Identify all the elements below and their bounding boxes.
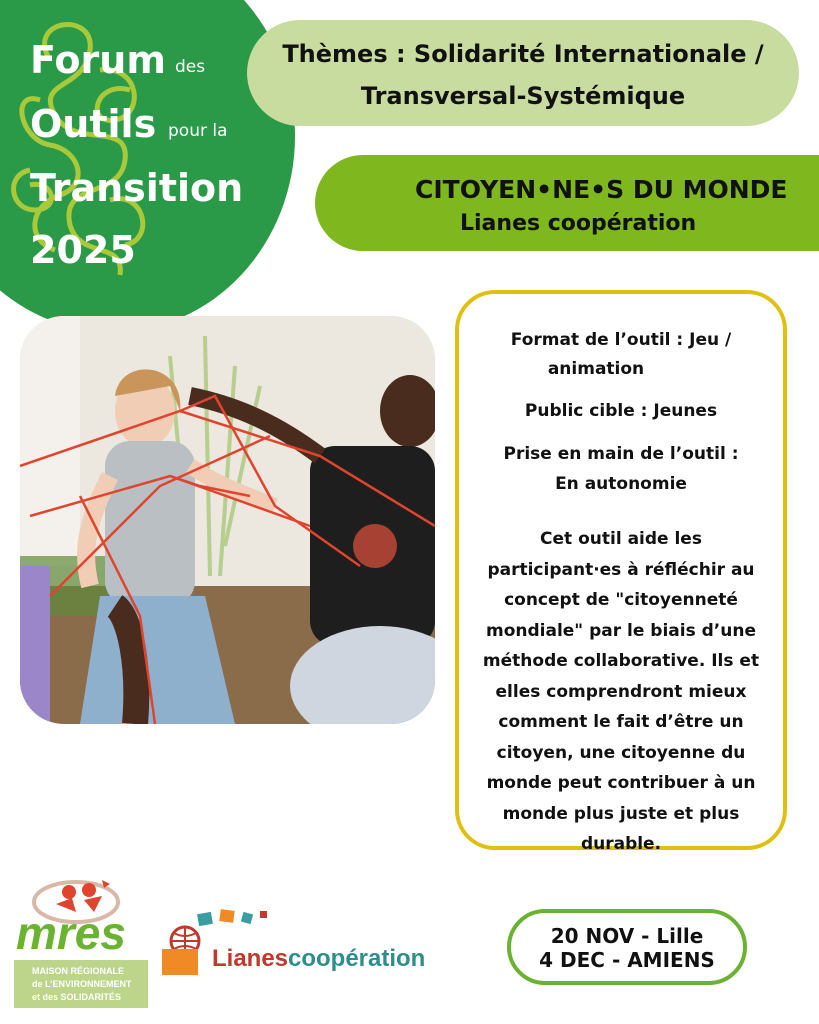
forum-word-outils: Outils <box>30 102 157 146</box>
lianes-cooperation-logo <box>160 905 426 985</box>
tool-description: Cet outil aide les participant·es à réfléchir au concept de "citoyenneté mondiale" par le biais d’une méthode collaborative. Ils et elles comprendront mieux comment le fait d’être un citoyen, une citoyenne du monde peut contribuer à un monde plus juste et plus durable. <box>482 529 760 854</box>
mres-line-2: de L’ENVIRONNEMENT <box>32 979 132 989</box>
format-line-2: animation <box>547 359 645 379</box>
date-amiens: 4 DEC - AMIENS <box>539 948 715 972</box>
photo-illustration <box>20 316 435 724</box>
mres-line-3: et des SOLIDARITÉS <box>32 992 122 1002</box>
tool-info-box <box>455 290 787 854</box>
activity-photo <box>20 316 435 724</box>
mres-logo <box>14 872 152 1012</box>
forum-word-pour-la: pour la <box>168 121 228 141</box>
date-lille: 20 NOV - Lille <box>550 924 704 948</box>
themes-line-2: Transversal-Systémique <box>360 82 686 110</box>
forum-word-transition: Transition <box>30 166 244 210</box>
event-dates-box <box>507 909 747 985</box>
public-cible: Public cible : Jeunes <box>524 401 718 421</box>
themes-line-1: Thèmes : Solidarité Internationale / <box>282 40 764 68</box>
mres-wordmark: mres <box>16 907 126 959</box>
tool-title: CITOYEN•NE•S DU MONDE <box>415 175 788 204</box>
mres-line-1: MAISON RÉGIONALE <box>32 966 125 976</box>
tool-title-banner <box>315 155 819 251</box>
lianes-word-1: Lianes <box>212 945 289 972</box>
forum-year: 2025 <box>30 228 136 272</box>
forum-word-forum: Forum <box>30 38 166 82</box>
lianes-word-2: coopération <box>288 945 426 972</box>
forum-word-des: des <box>175 57 206 77</box>
prise-en-main-line-2: En autonomie <box>555 474 687 494</box>
format-line-1: Format de l’outil : Jeu / <box>510 330 732 350</box>
prise-en-main-line-1: Prise en main de l’outil : <box>503 444 739 464</box>
themes-banner <box>247 20 799 126</box>
tool-organisation: Lianes coopération <box>460 211 697 236</box>
